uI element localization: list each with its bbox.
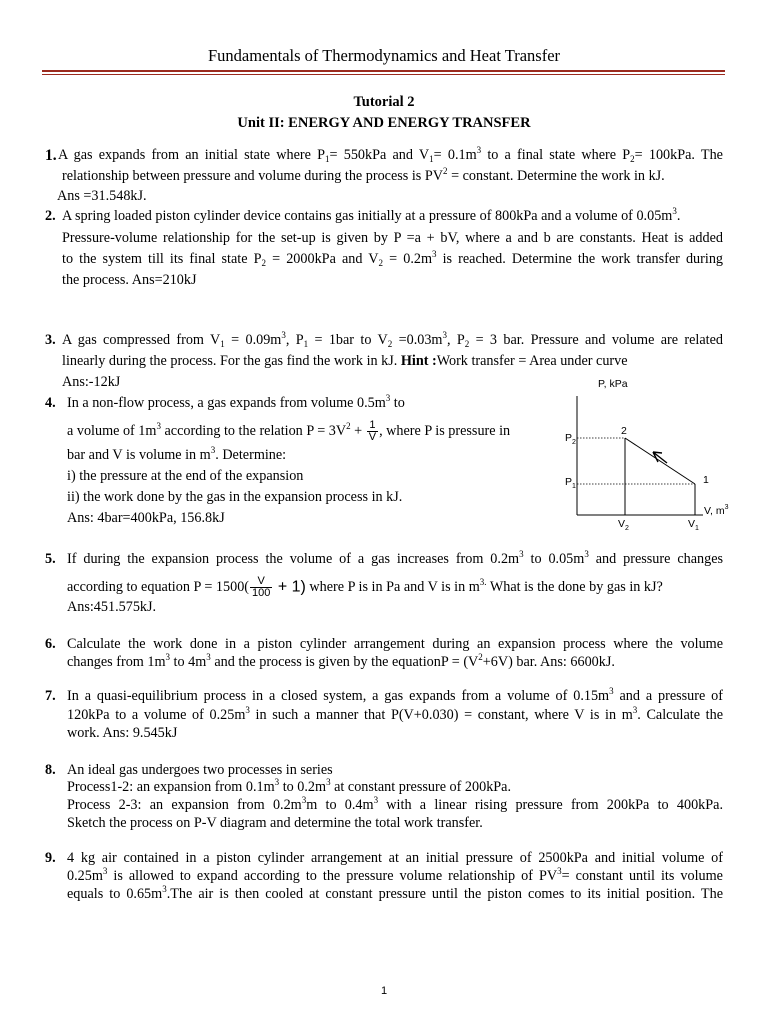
v2-label: $V_2$ — [618, 518, 629, 532]
x-axis-label: V, $m^3$ — [704, 504, 729, 517]
q8-line-3: Process 2-3: an expansion from $0.2m^3m$ to $0.4m^3$ with a linear rising pressure from 200kPa to 400kPa. — [67, 795, 723, 813]
pv-diagram — [560, 372, 750, 532]
q7-number: 7. — [45, 688, 56, 704]
p2-label: $P_2$ — [565, 432, 576, 446]
process-line — [625, 438, 695, 484]
q7-line-2: 120kPa to a volume of $0.25m^3$ in such a manner that P(V+0.030) = constant, where V is in $m^3$. Calculate the — [67, 705, 723, 723]
q4-fraction: $\frac{1}{V}$ — [368, 419, 377, 444]
q9-number: 9. — [45, 850, 56, 866]
q9-line-2: $0.25m^3$ is allowed to expand according to the pressure volume relationship of $PV^3=$ constant until its volume — [67, 866, 723, 884]
q4-line-1: In a non-flow process, a gas expands from volume $0.5m^3$ to — [67, 393, 405, 411]
q3-line-2: linearly during the process. For the gas find the work in kJ. Hint :Work transfer = Area under curve — [62, 353, 628, 369]
q5-answer: Ans:451.575kJ. — [67, 599, 157, 615]
q7-line-3: work. Ans: 9.545kJ — [67, 725, 178, 741]
point-2-label: 2 — [621, 425, 627, 437]
q9-line-1: 4 kg air contained in a piston cylinder arrangement at an initial pressure of 2500kPa and initial volume of — [67, 850, 723, 866]
q1-line-1: A gas expands from an initial state where $P_1= 550kPa$ and $V_1= 0.1m^3$ to a final state where $P_2= 100kPa$. The — [58, 145, 723, 164]
q1-answer: Ans =31.548kJ. — [57, 188, 147, 204]
v1-label: $V_1$ — [688, 518, 699, 532]
q1-number: 1. — [45, 147, 57, 164]
q1-line-2: relationship between pressure and volume during the process is $PV^2$ = constant. Determine the work in kJ. — [62, 166, 665, 184]
q4-line-3: bar and V is volume in $m^3$. Determine: — [67, 445, 287, 463]
q2-line-1: A spring loaded piston cylinder device contains gas initially at a pressure of 800kPa and a volume of $0.05m^3$. — [62, 206, 681, 224]
q5-fraction: $\frac{V}{100}$ — [252, 575, 271, 600]
q3-line-1: A gas compressed from $V_1 = 0.09m^3$, $P_1 = 1bar$ to $V_2 =0.03m^3$, $P_2 = 3$ bar. Pressure and volume are related — [62, 330, 723, 349]
page-number: 1 — [380, 985, 388, 997]
unit-title: Unit II: ENERGY AND ENERGY TRANSFER — [237, 115, 531, 131]
point-1-label: 1 — [703, 474, 709, 486]
q8-line-1: An ideal gas undergoes two processes in series — [67, 762, 333, 778]
q2-number: 2. — [45, 208, 56, 224]
p1-label: $P_1$ — [565, 476, 576, 490]
q8-line-2: Process1-2: an expansion from $0.1m^3$ to $0.2m^3$ at constant pressure of 200kPa. — [67, 777, 512, 795]
q4-number: 4. — [45, 395, 56, 411]
q2-line-3: to the system till its final state $P_2 = 2000kPa$ and $V_2 = 0.2m^3$ is reached. Determine the work transfer during — [62, 249, 724, 268]
q9-line-3: equals to $0.65m^3.The$ air is then cooled at constant pressure until the piston comes to its initial position. The — [67, 884, 723, 902]
q6-line-1: Calculate the work done in a piston cylinder arrangement during an expansion process where the volume — [67, 636, 723, 652]
q2-line-2: Pressure-volume relationship for the set-up is given by P =a + bV, where a and b are constants. Heat is added — [62, 230, 723, 246]
q4-line-5: ii) the work done by the gas in the expansion process in kJ. — [67, 489, 403, 505]
q6-number: 6. — [45, 636, 56, 652]
q4-answer: Ans: 4bar=400kPa, 156.8kJ — [67, 510, 225, 526]
q4-line-2: a volume of $1m^3$ according to the relation $P = 3V^2$ + $\frac{1}{V}$ , where P is pressure in — [67, 419, 511, 444]
header-rule-thin — [42, 74, 725, 75]
tutorial-title: Tutorial 2 — [353, 94, 415, 110]
q3-answer: Ans:-12kJ — [62, 374, 121, 390]
q5-number: 5. — [45, 551, 56, 567]
y-axis-label: P, kPa — [598, 378, 628, 390]
q4-line-4: i) the pressure at the end of the expansion — [67, 468, 304, 484]
q5-line-1: If during the expansion process the volume of a gas increases from $0.2m^3$ to $0.05m^3$ and pressure changes — [67, 549, 724, 567]
q2-line-4: the process. Ans=210kJ — [62, 272, 197, 288]
q3-number: 3. — [45, 332, 56, 348]
q6-line-2: changes from $1m^3$ to $4m^3$ and the process is given by the equationP = $(V^2+6V)$ bar. Ans: 6600kJ. — [67, 652, 615, 670]
q8-line-4: Sketch the process on P-V diagram and determine the total work transfer. — [67, 815, 483, 831]
q5-line-2: according to equation P = 1500( $\frac{V}{100}$ + 1) where P is in Pa and V is in $m^{3.}$ What is the done by gas in kJ? — [67, 575, 663, 600]
running-header: Fundamentals of Thermodynamics and Heat Transfer — [207, 46, 561, 65]
q7-line-1: In a quasi-equilibrium process in a closed system, a gas expands from a volume of $0.15m^3$ and a pressure of — [67, 686, 723, 704]
q8-number: 8. — [45, 762, 56, 778]
header-rule-thick — [42, 70, 725, 72]
